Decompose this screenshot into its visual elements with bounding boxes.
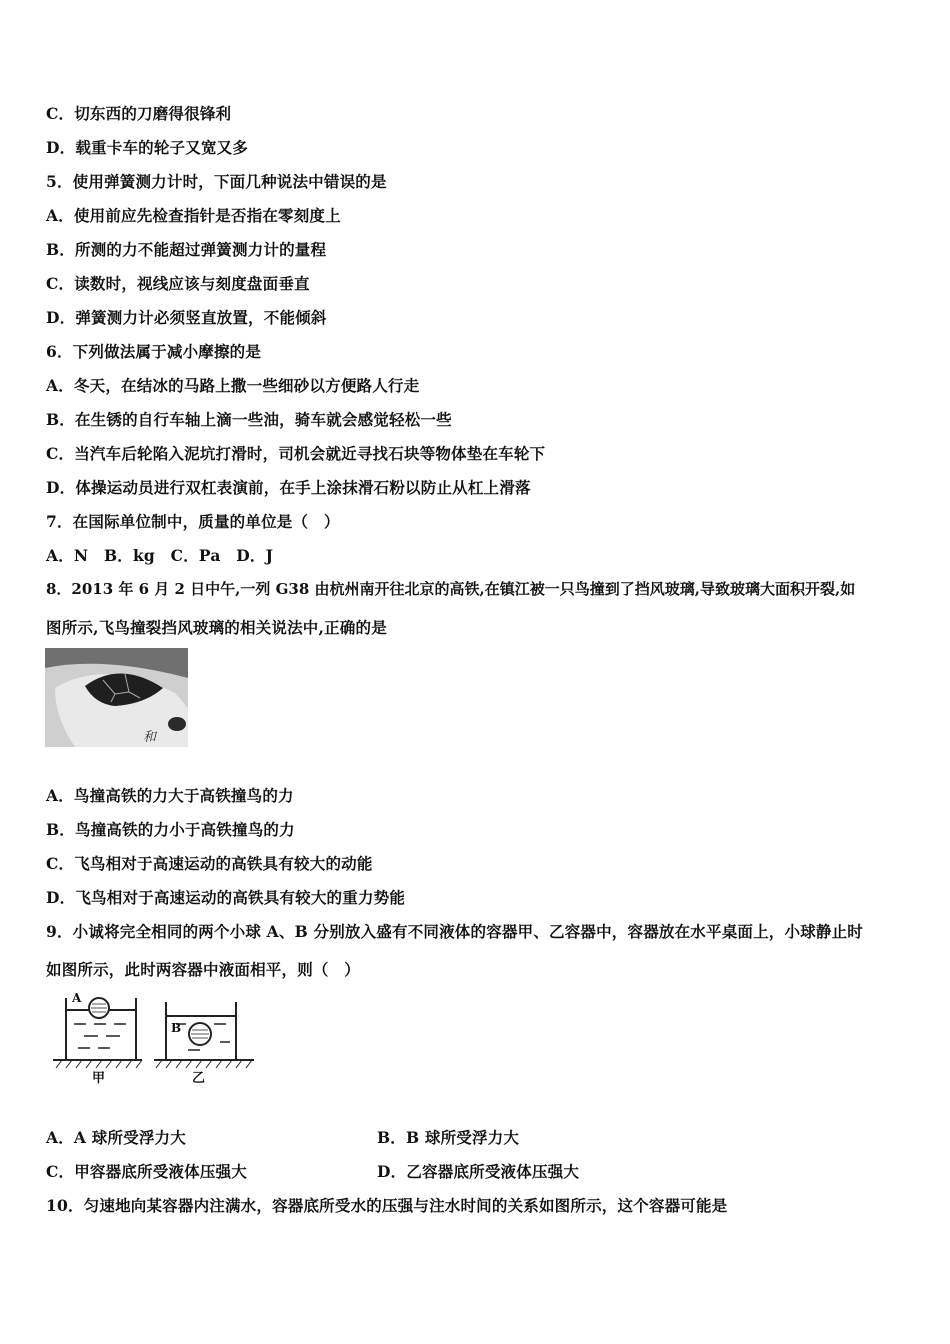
q9-option-a: A．A 球所受浮力大 (46, 1128, 186, 1147)
ball-a-label: A (72, 991, 82, 1005)
q6-option-b: B．在生锈的自行车轴上滴一些油，骑车就会感觉轻松一些 (46, 410, 452, 429)
q6-option-a: A．冬天，在结冰的马路上撒一些细砂以方便路人行走 (46, 376, 420, 395)
q9-stem-line2: 如图所示，此时两容器中液面相平，则（ ） (46, 960, 361, 979)
q8-option-b: B．鸟撞高铁的力小于高铁撞鸟的力 (46, 820, 295, 839)
container-yi (154, 1002, 254, 1086)
q5-option-c: C．读数时，视线应该与刻度盘面垂直 (46, 274, 310, 293)
container-jia-label: 甲 (92, 1071, 106, 1086)
ball-b-label: B (171, 1021, 182, 1035)
q4-option-d: D．载重卡车的轮子又宽又多 (46, 138, 249, 157)
q8-option-d: D．飞鸟相对于高速运动的高铁具有较大的重力势能 (46, 888, 406, 907)
q5-option-a: A．使用前应先检查指针是否指在零刻度上 (46, 206, 341, 225)
q8-option-c: C．飞鸟相对于高速运动的高铁具有较大的动能 (46, 854, 373, 873)
q9-option-b: B．B 球所受浮力大 (377, 1128, 520, 1147)
q6-option-c: C．当汽车后轮陷入泥坑打滑时，司机会就近寻找石块等物体垫在车轮下 (46, 444, 546, 463)
q8-option-a: A．鸟撞高铁的力大于高铁撞鸟的力 (46, 786, 294, 805)
two-containers-figure (50, 988, 260, 1086)
q5-option-b: B．所测的力不能超过弹簧测力计的量程 (46, 240, 327, 259)
train-logo-text: 和 (143, 730, 157, 745)
train-windshield-photo (45, 648, 188, 747)
q9-option-c: C．甲容器底所受液体压强大 (46, 1162, 247, 1181)
q9-option-d: D．乙容器底所受液体压强大 (377, 1162, 580, 1181)
q7-options: A．N B．kg C．Pa D．J (46, 546, 274, 565)
q5-stem: 5．使用弹簧测力计时，下面几种说法中错误的是 (46, 172, 387, 191)
q10-stem: 10．匀速地向某容器内注满水，容器底所受水的压强与注水时间的关系如图所示，这个容器可能是 (46, 1196, 728, 1215)
q8-stem-line1: 8．2013 年 6 月 2 日中午,一列 G38 由杭州南开往北京的高铁,在镇江被一只鸟撞到了挡风玻璃,导致玻璃大面积开裂,如 (46, 580, 856, 598)
q7-stem: 7．在国际单位制中，质量的单位是（ ） (46, 512, 340, 531)
q9-stem-line1: 9．小诚将完全相同的两个小球 A、B 分别放入盛有不同液体的容器甲、乙容器中，容器放在水平桌面上，小球静止时 (46, 922, 864, 941)
q8-stem-line2: 图所示,飞鸟撞裂挡风玻璃的相关说法中,正确的是 (46, 618, 387, 637)
container-jia (53, 991, 142, 1086)
q6-stem: 6．下列做法属于减小摩擦的是 (46, 342, 262, 361)
q4-option-c: C．切东西的刀磨得很锋利 (46, 104, 232, 123)
q5-option-d: D．弹簧测力计必须竖直放置，不能倾斜 (46, 308, 327, 327)
container-yi-label: 乙 (192, 1071, 206, 1086)
q6-option-d: D．体操运动员进行双杠表演前，在手上涂抹滑石粉以防止从杠上滑落 (46, 478, 531, 497)
